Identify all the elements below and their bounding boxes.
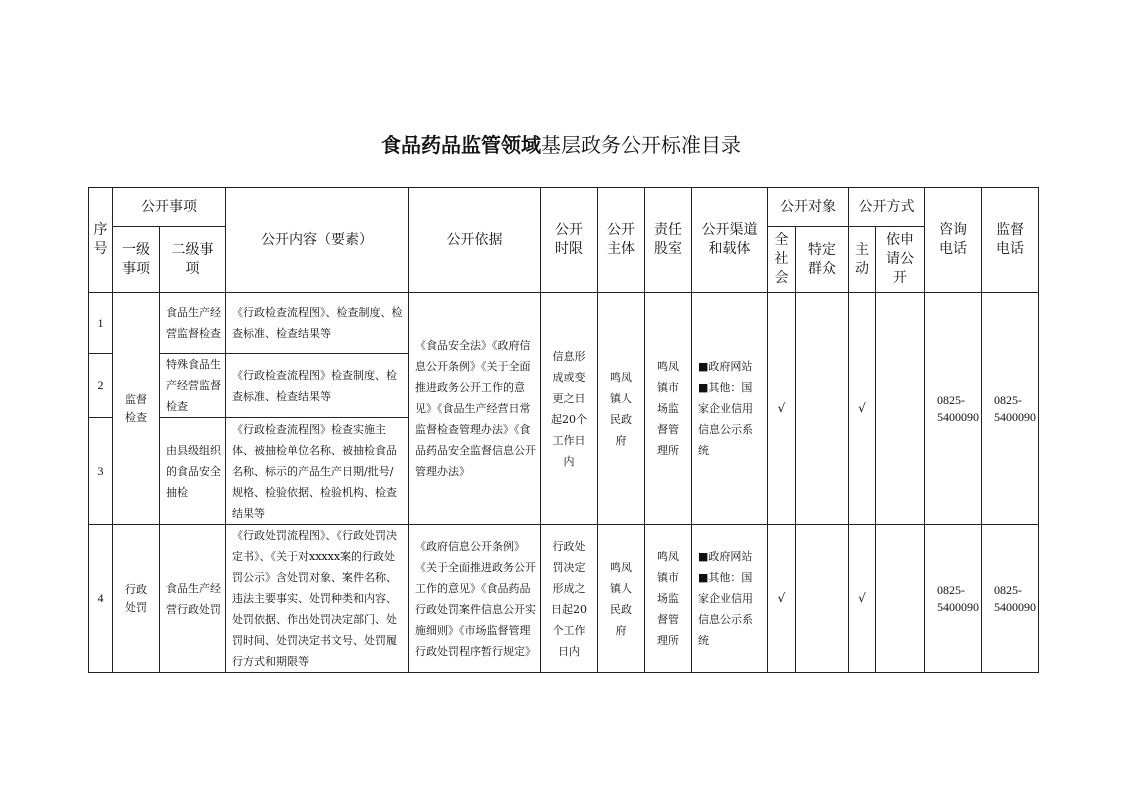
channel-website: ■政府网站 <box>698 360 753 373</box>
header-level1: 一级事项 <box>113 227 160 293</box>
row-supervise-phone: 0825-5400090 <box>982 525 1039 673</box>
row-content: 《行政检查流程图》检查制度、检查标准、检查结果等 <box>226 354 409 418</box>
row-content: 《行政检查流程图》、检查制度、检查标准、检查结果等 <box>226 293 409 354</box>
row-time-limit: 行政处罚决定形成之日起20个工作日内 <box>541 525 598 673</box>
title-rest: 基层政务公开标准目录 <box>541 133 741 157</box>
row-target-specific <box>796 525 849 673</box>
header-target-specific: 特定群众 <box>796 227 849 293</box>
header-supervise-phone: 监督电话 <box>982 188 1039 293</box>
row-subject: 鸣凤镇人民政府 <box>598 293 645 525</box>
row-level2: 食品生产经营监督检查 <box>160 293 226 354</box>
channel-other: ■其他：国家企业信用信息公示系统 <box>698 571 753 647</box>
row-time-limit: 信息形成或变更之日起20个工作日内 <box>541 293 598 525</box>
row-office: 鸣凤镇市场监督管理所 <box>645 293 692 525</box>
row-basis: 《食品安全法》《政府信息公开条例》《关于全面推进政务公开工作的意见》《食品生产经营日常监督检查管理办法》《食品药品安全监督信息公开管理办法》 <box>409 293 541 525</box>
row-seq: 4 <box>89 525 113 673</box>
table-row <box>89 293 1039 354</box>
row-method-active-check: √ <box>849 293 876 525</box>
channel-website: ■政府网站 <box>698 550 753 563</box>
header-office: 责任股室 <box>645 188 692 293</box>
row-method-active-check: √ <box>849 525 876 673</box>
row-target-all-check: √ <box>768 293 796 525</box>
header-target-all: 全社会 <box>768 227 796 293</box>
row-subject: 鸣凤镇人民政府 <box>598 525 645 673</box>
header-subject: 公开主体 <box>598 188 645 293</box>
header-content: 公开内容（要素） <box>226 188 409 293</box>
row-channel <box>692 525 768 673</box>
row-level1: 行政处罚 <box>113 525 160 673</box>
row-level2: 特殊食品生产经营监督检查 <box>160 354 226 418</box>
channel-other: ■其他：国家企业信用信息公示系统 <box>698 381 753 457</box>
row-seq: 2 <box>89 354 113 418</box>
row-method-request <box>876 293 925 525</box>
catalog-table <box>88 187 1039 673</box>
row-level1: 监督检查 <box>113 293 160 525</box>
row-target-all-check: √ <box>768 525 796 673</box>
page-title <box>0 130 1122 160</box>
header-method-active: 主动 <box>849 227 876 293</box>
header-basis: 公开依据 <box>409 188 541 293</box>
header-consult-phone: 咨询电话 <box>925 188 982 293</box>
row-channel <box>692 293 768 525</box>
row-content: 《行政处罚流程图》、《行政处罚决定书》、《关于对xxxxx案的行政处罚公示》含处罚对象、案件名称、违法主要事实、处罚种类和内容、处罚依据、作出处罚决定部门、处罚时间、处罚决定书文号、处罚履行方式和期限等 <box>226 525 409 673</box>
header-method: 公开方式 <box>849 188 925 227</box>
row-method-request <box>876 525 925 673</box>
row-basis: 《政府信息公开条例》《关于全面推进政务公开工作的意见》《食品药品行政处罚案件信息公开实施细则》《市场监督管理行政处罚程序暂行规定》 <box>409 525 541 673</box>
row-level2: 由县级组织的食品安全抽检 <box>160 418 226 525</box>
row-consult-phone: 0825-5400090 <box>925 525 982 673</box>
table-row <box>89 525 1039 673</box>
row-target-specific <box>796 293 849 525</box>
header-time-limit: 公开时限 <box>541 188 598 293</box>
row-consult-phone: 0825-5400090 <box>925 293 982 525</box>
row-seq: 3 <box>89 418 113 525</box>
header-items: 公开事项 <box>113 188 226 227</box>
header-seq: 序号 <box>89 188 113 293</box>
row-supervise-phone: 0825-5400090 <box>982 293 1039 525</box>
title-bold-part: 食品药品监管领域 <box>381 133 541 157</box>
row-office: 鸣凤镇市场监督管理所 <box>645 525 692 673</box>
header-level2: 二级事项 <box>160 227 226 293</box>
header-target: 公开对象 <box>768 188 849 227</box>
row-content: 《行政检查流程图》检查实施主体、被抽检单位名称、被抽检食品名称、标示的产品生产日期/批号/规格、检验依据、检验机构、检查结果等 <box>226 418 409 525</box>
row-level2: 食品生产经营行政处罚 <box>160 525 226 673</box>
header-channel: 公开渠道和载体 <box>692 188 768 293</box>
row-seq: 1 <box>89 293 113 354</box>
header-method-request: 依申请公开 <box>876 227 925 293</box>
